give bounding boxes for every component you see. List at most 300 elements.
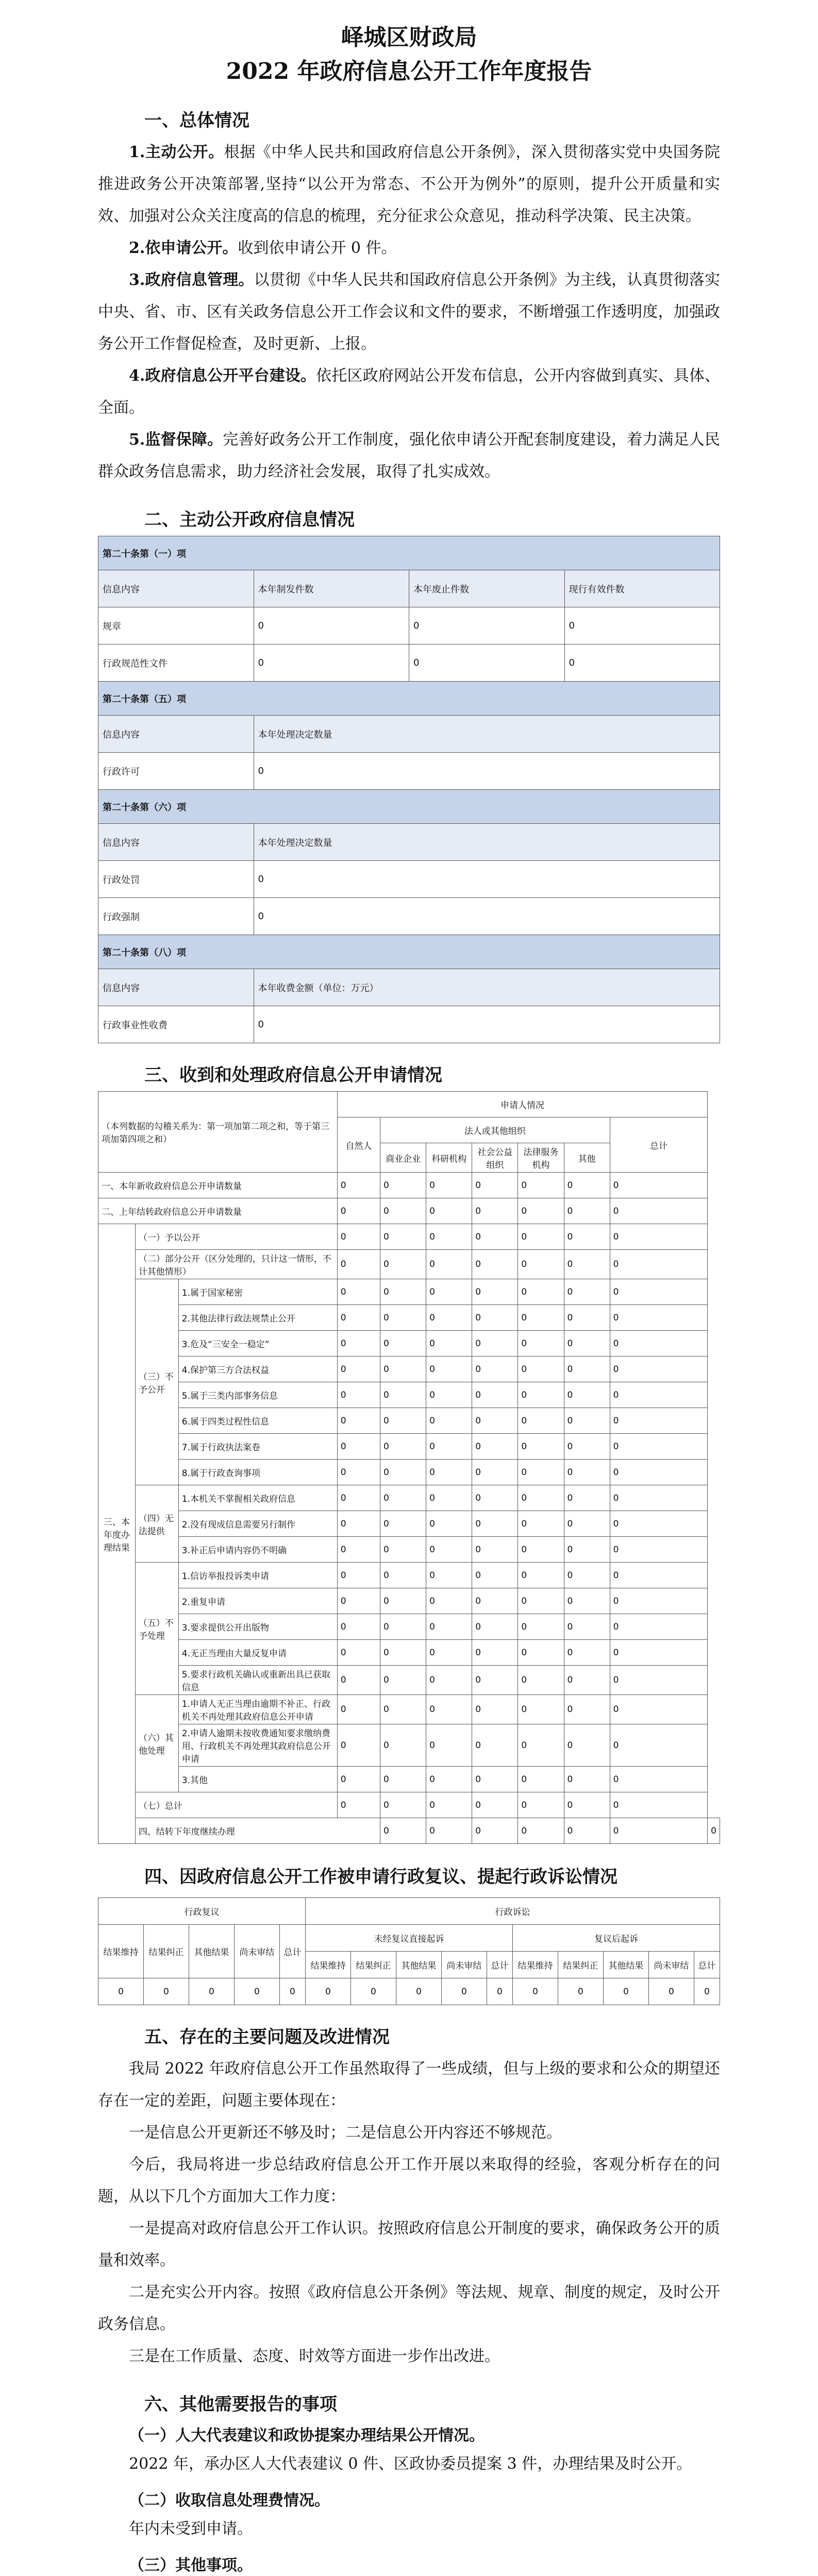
table-row <box>98 1357 720 1382</box>
cell-value: 0 <box>426 1434 472 1460</box>
cell-value: 0 <box>350 1978 396 2005</box>
cell-value: 0 <box>564 1724 610 1767</box>
cell-value: 0 <box>380 1640 426 1666</box>
row-label: 4.保护第三方合法权益 <box>178 1357 337 1382</box>
general-item-label: 4.政府信息公开平台建设。 <box>129 367 316 385</box>
problems-paragraph: 三是在工作质量、态度、时效等方面进一步作出改进。 <box>129 2347 500 2365</box>
cell-value: 0 <box>518 1279 564 1305</box>
cell-value: 0 <box>603 1978 648 2005</box>
cell-value: 0 <box>518 1818 564 1844</box>
cell-value: 0 <box>610 1563 708 1588</box>
row-label: 一、本年新收政府信息公开申请数量 <box>98 1173 338 1198</box>
column-header: 复议后起诉 <box>512 1925 720 1952</box>
other-subheading: （一）人大代表建议和政协提案办理结果公开情况。 <box>129 2427 485 2445</box>
cell-value: 0 <box>426 1666 472 1695</box>
cell-value: 0 <box>380 1588 426 1614</box>
cell-value: 0 <box>254 898 720 935</box>
table-row <box>98 607 720 645</box>
cell-value: 0 <box>254 861 720 898</box>
section-applications-heading: 三、收到和处理政府信息公开申请情况 <box>144 1065 442 1086</box>
cell-value: 0 <box>426 1331 472 1357</box>
general-item-label: 3.政府信息管理。 <box>129 271 254 289</box>
cell-value: 0 <box>472 1305 518 1331</box>
table-row <box>98 645 720 682</box>
cell-value: 0 <box>694 1978 720 2005</box>
table-row <box>98 1173 720 1198</box>
cell-value: 0 <box>518 1382 564 1408</box>
general-item-text: 依托区政府网站公开发布信息，公开内容做到真实、具体、全面。 <box>98 367 721 417</box>
table-row <box>98 1434 720 1460</box>
cell-value: 0 <box>380 1695 426 1724</box>
cell-value: 0 <box>380 1460 426 1485</box>
cell-value: 0 <box>472 1511 518 1537</box>
cell-value: 0 <box>518 1666 564 1695</box>
cell-value: 0 <box>472 1434 518 1460</box>
cell-value: 0 <box>518 1485 564 1511</box>
cell-value: 0 <box>426 1724 472 1767</box>
row-label: 1.属于国家秘密 <box>178 1279 337 1305</box>
cell-value: 0 <box>380 1224 426 1250</box>
column-header: 尚未审结 <box>648 1952 694 1978</box>
cell-value: 0 <box>564 1198 610 1224</box>
cell-value: 0 <box>472 1460 518 1485</box>
cell-value: 0 <box>564 1695 610 1724</box>
section-proactive-heading: 二、主动公开政府信息情况 <box>144 510 355 530</box>
cell-value: 0 <box>380 1331 426 1357</box>
table-band: 第二十条第（一）项 <box>98 536 720 570</box>
cell-value: 0 <box>426 1537 472 1563</box>
cell-value: 0 <box>610 1331 708 1357</box>
cell-value: 0 <box>380 1382 426 1408</box>
cell-value: 0 <box>380 1434 426 1460</box>
table-row <box>98 1614 720 1640</box>
corner-note: （本列数据的勾稽关系为：第一项加第二项之和，等于第三项加第四项之和） <box>98 1092 338 1173</box>
cell-value: 0 <box>518 1250 564 1279</box>
cell-value: 0 <box>518 1792 564 1818</box>
cell-value: 0 <box>472 1614 518 1640</box>
row-label: （七）总计 <box>135 1792 337 1818</box>
column-header: 法律服务机构 <box>518 1143 564 1173</box>
table-row <box>98 1305 720 1331</box>
table-row <box>98 1382 720 1408</box>
cell-value: 0 <box>426 1460 472 1485</box>
cell-value: 0 <box>518 1305 564 1331</box>
table-row <box>98 1588 720 1614</box>
cell-value: 0 <box>610 1250 708 1279</box>
table-row <box>98 898 720 935</box>
general-item-label: 5.监督保障。 <box>129 431 223 449</box>
cell-value: 0 <box>564 1173 610 1198</box>
section-problems <box>98 2053 720 2372</box>
column-header: 结果纠正 <box>143 1925 189 1978</box>
row-label: 5.要求行政机关确认或重新出具已获取信息 <box>178 1666 337 1695</box>
cell-value: 0 <box>426 1250 472 1279</box>
table-row <box>98 1006 720 1043</box>
cell-value: 0 <box>426 1767 472 1792</box>
cell-value: 0 <box>518 1331 564 1357</box>
other-subheading: （三）其他事项。 <box>129 2556 253 2574</box>
row-label: 2.申请人逾期未按收费通知要求缴纳费用、行政机关不再处理其政府信息公开申请 <box>178 1724 337 1767</box>
table-row <box>98 1818 720 1844</box>
cell-value: 0 <box>409 607 565 645</box>
table-row <box>98 1279 720 1305</box>
cell-value: 0 <box>610 1614 708 1640</box>
cell-value: 0 <box>610 1511 708 1537</box>
cell-value: 0 <box>254 645 409 682</box>
cell-value: 0 <box>305 1978 350 2005</box>
cell-value: 0 <box>472 1588 518 1614</box>
cell-value: 0 <box>380 1563 426 1588</box>
cell-value: 0 <box>564 1511 610 1537</box>
cell-value: 0 <box>564 1588 610 1614</box>
cell-value: 0 <box>472 1537 518 1563</box>
column-header: 结果维持 <box>512 1952 558 1978</box>
cell-value: 0 <box>610 1767 708 1792</box>
group-label: （五）不予处理 <box>135 1563 178 1695</box>
cell-value: 0 <box>648 1978 694 2005</box>
cell-value: 0 <box>426 1640 472 1666</box>
cell-value: 0 <box>337 1357 380 1382</box>
cell-value: 0 <box>279 1978 305 2005</box>
cell-value: 0 <box>380 1724 426 1767</box>
cell-value: 0 <box>472 1408 518 1434</box>
cell-value: 0 <box>610 1382 708 1408</box>
cell-value: 0 <box>380 1767 426 1792</box>
row-label: 8.属于行政查询事项 <box>178 1460 337 1485</box>
column-header: 其他结果 <box>396 1952 441 1978</box>
column-header: 信息内容 <box>98 969 254 1006</box>
report-title-org: 峄城区财政局 <box>341 24 477 50</box>
table-row <box>98 1537 720 1563</box>
cell-value: 0 <box>337 1724 380 1767</box>
proactive-table <box>98 536 720 1043</box>
general-item <box>98 360 720 424</box>
cell-value: 0 <box>472 1331 518 1357</box>
cell-value: 0 <box>426 1198 472 1224</box>
table-row <box>98 1767 720 1792</box>
cell-value: 0 <box>337 1279 380 1305</box>
column-header: 结果维持 <box>98 1925 144 1978</box>
general-item <box>98 424 720 488</box>
cell-value: 0 <box>564 1305 610 1331</box>
cell-value: 0 <box>610 1588 708 1614</box>
cell-value: 0 <box>518 1767 564 1792</box>
column-header: 信息内容 <box>98 570 254 607</box>
column-header: 行政诉讼 <box>305 1898 720 1925</box>
column-header: 结果维持 <box>305 1952 350 1978</box>
table-row <box>98 1695 720 1724</box>
cell-value: 0 <box>380 1408 426 1434</box>
general-item-text: 收到依申请公开 0 件。 <box>238 239 397 257</box>
cell-value: 0 <box>337 1408 380 1434</box>
column-header: 其他结果 <box>603 1952 648 1978</box>
cell-value: 0 <box>380 1173 426 1198</box>
row-label: 行政处罚 <box>98 861 254 898</box>
cell-value: 0 <box>337 1640 380 1666</box>
cell-value: 0 <box>426 1485 472 1511</box>
cell-value: 0 <box>337 1511 380 1537</box>
cell-value: 0 <box>564 1666 610 1695</box>
group-label: （六）其他处理 <box>135 1695 178 1792</box>
row-label: 7.属于行政执法案卷 <box>178 1434 337 1460</box>
cell-value: 0 <box>426 1305 472 1331</box>
row-label: 二、上年结转政府信息公开申请数量 <box>98 1198 338 1224</box>
general-item <box>98 232 720 264</box>
row-label: 4.无正当理由大量反复申请 <box>178 1640 337 1666</box>
general-item <box>98 264 720 360</box>
cell-value: 0 <box>518 1460 564 1485</box>
cell-value: 0 <box>189 1978 234 2005</box>
cell-value: 0 <box>426 1224 472 1250</box>
cell-value: 0 <box>564 1331 610 1357</box>
cell-value: 0 <box>518 1198 564 1224</box>
cell-value: 0 <box>518 1563 564 1588</box>
row-label: 6.属于四类过程性信息 <box>178 1408 337 1434</box>
group-label: 三、本年度办理结果 <box>98 1224 136 1844</box>
row-label: 3.补正后申请内容仍不明确 <box>178 1537 337 1563</box>
table-row <box>98 1224 720 1250</box>
cell-value: 0 <box>380 1357 426 1382</box>
cell-value: 0 <box>380 1250 426 1279</box>
cell-value: 0 <box>234 1978 279 2005</box>
cell-value: 0 <box>426 1382 472 1408</box>
cell-value: 0 <box>610 1537 708 1563</box>
cell-value: 0 <box>380 1792 426 1818</box>
problems-paragraph: 今后，我局将进一步总结政府信息公开工作开展以来取得的经验，客观分析存在的问题，从以下几个方面加大工作力度： <box>98 2156 720 2206</box>
cell-value: 0 <box>564 1279 610 1305</box>
cell-value: 0 <box>610 1408 708 1434</box>
cell-value: 0 <box>426 1792 472 1818</box>
cell-value: 0 <box>610 1485 708 1511</box>
cell-value: 0 <box>396 1978 441 2005</box>
general-item <box>98 137 720 232</box>
column-header: 信息内容 <box>98 824 254 861</box>
cell-value: 0 <box>610 1434 708 1460</box>
table-band: 第二十条第（六）项 <box>98 790 720 824</box>
cell-value: 0 <box>337 1666 380 1695</box>
column-header: 信息内容 <box>98 716 254 753</box>
column-header: 总计 <box>610 1117 708 1173</box>
table-row <box>98 1724 720 1767</box>
cell-value: 0 <box>337 1382 380 1408</box>
column-header: 未经复议直接起诉 <box>305 1925 512 1952</box>
row-label: 1.申请人无正当理由逾期不补正、行政机关不再处理其政府信息公开申请 <box>178 1695 337 1724</box>
cell-value: 0 <box>564 1485 610 1511</box>
cell-value: 0 <box>472 1357 518 1382</box>
cell-value: 0 <box>337 1485 380 1511</box>
cell-value: 0 <box>472 1224 518 1250</box>
cell-value: 0 <box>564 1460 610 1485</box>
table-row <box>98 1408 720 1434</box>
cell-value: 0 <box>426 1818 472 1844</box>
row-label: 5.属于三类内部事务信息 <box>178 1382 337 1408</box>
cell-value: 0 <box>518 1408 564 1434</box>
column-header: 科研机构 <box>426 1143 472 1173</box>
table-row <box>98 1485 720 1511</box>
column-header: 行政复议 <box>98 1898 306 1925</box>
cell-value: 0 <box>337 1792 380 1818</box>
column-header: 尚未审结 <box>441 1952 487 1978</box>
cell-value: 0 <box>426 1511 472 1537</box>
cell-value: 0 <box>254 1006 720 1043</box>
table-row <box>98 1978 720 2005</box>
cell-value: 0 <box>472 1792 518 1818</box>
cell-value: 0 <box>564 1818 610 1844</box>
cell-value: 0 <box>426 1614 472 1640</box>
cell-value: 0 <box>472 1563 518 1588</box>
cell-value: 0 <box>337 1460 380 1485</box>
cell-value: 0 <box>564 1614 610 1640</box>
cell-value: 0 <box>426 1563 472 1588</box>
cell-value: 0 <box>254 607 409 645</box>
cell-value: 0 <box>518 1537 564 1563</box>
cell-value: 0 <box>610 1724 708 1767</box>
problems-paragraph: 一是信息公开更新还不够及时；二是信息公开内容还不够规范。 <box>129 2124 562 2142</box>
cell-value: 0 <box>380 1818 426 1844</box>
section-problems-heading: 五、存在的主要问题及改进情况 <box>144 2027 390 2047</box>
cell-value: 0 <box>472 1640 518 1666</box>
problems-paragraph: 一是提高对政府信息公开工作认识。按照政府信息公开制度的要求，确保政务公开的质量和效率。 <box>98 2219 720 2269</box>
group-label: （三）不予公开 <box>135 1279 178 1485</box>
cell-value: 0 <box>564 1357 610 1382</box>
cell-value: 0 <box>337 1198 380 1224</box>
table-row <box>98 1666 720 1695</box>
cell-value: 0 <box>426 1357 472 1382</box>
cell-value: 0 <box>143 1978 189 2005</box>
table-row <box>98 1792 720 1818</box>
cell-value: 0 <box>564 1434 610 1460</box>
cell-value: 0 <box>380 1666 426 1695</box>
row-label: 2.其他法律行政法规禁止公开 <box>178 1305 337 1331</box>
cell-value: 0 <box>518 1724 564 1767</box>
cell-value: 0 <box>518 1434 564 1460</box>
cell-value: 0 <box>518 1173 564 1198</box>
cell-value: 0 <box>610 1460 708 1485</box>
cell-value: 0 <box>380 1305 426 1331</box>
cell-value: 0 <box>380 1198 426 1224</box>
cell-value: 0 <box>337 1305 380 1331</box>
cell-value: 0 <box>98 1978 144 2005</box>
table-band: 第二十条第（五）项 <box>98 682 720 716</box>
row-label: 3.其他 <box>178 1767 337 1792</box>
other-paragraph: 2022 年，承办区人大代表建议 0 件、区政协委员提案 3 件，办理结果及时公开。 <box>129 2455 692 2473</box>
table-band: 第二十条第（八）项 <box>98 935 720 969</box>
cell-value: 0 <box>564 645 720 682</box>
table-row <box>98 1460 720 1485</box>
cell-value: 0 <box>409 645 565 682</box>
column-header: 其他结果 <box>189 1925 234 1978</box>
column-header: 本年处理决定数量 <box>254 716 720 753</box>
cell-value: 0 <box>472 1173 518 1198</box>
column-header: 总计 <box>279 1925 305 1978</box>
cell-value: 0 <box>610 1792 708 1818</box>
column-header: 本年制发件数 <box>254 570 409 607</box>
cell-value: 0 <box>426 1408 472 1434</box>
table-row <box>98 1511 720 1537</box>
cell-value: 0 <box>337 1563 380 1588</box>
group-label: （四）无法提供 <box>135 1485 178 1563</box>
cell-value: 0 <box>337 1767 380 1792</box>
cell-value: 0 <box>337 1537 380 1563</box>
cell-value: 0 <box>472 1279 518 1305</box>
cell-value: 0 <box>564 1250 610 1279</box>
row-label: 1.本机关不掌握相关政府信息 <box>178 1485 337 1511</box>
cell-value: 0 <box>558 1978 603 2005</box>
cell-value: 0 <box>564 1408 610 1434</box>
table-row <box>98 1563 720 1588</box>
review-litigation-table <box>98 1897 720 2005</box>
cell-value: 0 <box>441 1978 487 2005</box>
cell-value: 0 <box>518 1588 564 1614</box>
cell-value: 0 <box>426 1173 472 1198</box>
row-label: 行政强制 <box>98 898 254 935</box>
cell-value: 0 <box>518 1640 564 1666</box>
row-label: 行政规范性文件 <box>98 645 254 682</box>
cell-value: 0 <box>380 1511 426 1537</box>
table-row <box>98 1198 720 1224</box>
column-header: 本年废止件数 <box>409 570 565 607</box>
general-item-label: 2.依申请公开。 <box>129 239 238 257</box>
column-header: 本年收费金额（单位：万元） <box>254 969 720 1006</box>
cell-value: 0 <box>564 1640 610 1666</box>
cell-value: 0 <box>380 1537 426 1563</box>
row-label: （二）部分公开（区分处理的，只计这一情形，不计其他情形） <box>135 1250 337 1279</box>
column-header: 总计 <box>694 1952 720 1978</box>
column-header: 商业企业 <box>380 1143 426 1173</box>
cell-value: 0 <box>472 1666 518 1695</box>
column-header: 本年处理决定数量 <box>254 824 720 861</box>
general-item-text: 完善好政务公开工作制度，强化依申请公开配套制度建设，着力满足人民群众政务信息需求，助力经济社会发展，取得了扎实成效。 <box>98 431 721 481</box>
cell-value: 0 <box>610 1305 708 1331</box>
cell-value: 0 <box>564 1563 610 1588</box>
cell-value: 0 <box>337 1434 380 1460</box>
cell-value: 0 <box>518 1695 564 1724</box>
section-review-heading: 四、因政府信息公开工作被申请行政复议、提起行政诉讼情况 <box>144 1867 617 1887</box>
row-label: 2.重复申请 <box>178 1588 337 1614</box>
cell-value: 0 <box>610 1198 708 1224</box>
cell-value: 0 <box>472 1818 518 1844</box>
cell-value: 0 <box>518 1224 564 1250</box>
cell-value: 0 <box>380 1614 426 1640</box>
cell-value: 0 <box>472 1695 518 1724</box>
cell-value: 0 <box>518 1614 564 1640</box>
column-header: 总计 <box>487 1952 512 1978</box>
cell-value: 0 <box>380 1485 426 1511</box>
cell-value: 0 <box>472 1198 518 1224</box>
cell-value: 0 <box>487 1978 512 2005</box>
general-item-text: 根据《中华人民共和国政府信息公开条例》，深入贯彻落实党中央国务院推进政务公开决策部署,坚持“以公开为常态、不公开为例外”的原则，提升公开质量和实效、加强对公众关注度高的信息的梳理，充分征求公众意见，推动科学决策、民主决策。 <box>98 143 720 225</box>
cell-value: 0 <box>472 1250 518 1279</box>
row-label: 规章 <box>98 607 254 645</box>
column-header: 自然人 <box>337 1117 380 1173</box>
cell-value: 0 <box>337 1695 380 1724</box>
cell-value: 0 <box>564 607 720 645</box>
problems-paragraph: 二是充实公开内容。按照《政府信息公开条例》等法规、规章、制度的规定，及时公开政务信息。 <box>98 2283 720 2333</box>
cell-value: 0 <box>426 1588 472 1614</box>
cell-value: 0 <box>472 1485 518 1511</box>
cell-value: 0 <box>564 1767 610 1792</box>
row-label: 3.危及“三安全一稳定” <box>178 1331 337 1357</box>
cell-value: 0 <box>337 1614 380 1640</box>
column-header: 其他 <box>564 1143 610 1173</box>
row-label: 行政许可 <box>98 753 254 790</box>
report-title: 2022 年政府信息公开工作年度报告 <box>226 58 592 84</box>
column-header: 结果纠正 <box>350 1952 396 1978</box>
cell-value: 0 <box>254 753 720 790</box>
cell-value: 0 <box>610 1640 708 1666</box>
cell-value: 0 <box>610 1695 708 1724</box>
cell-value: 0 <box>518 1511 564 1537</box>
